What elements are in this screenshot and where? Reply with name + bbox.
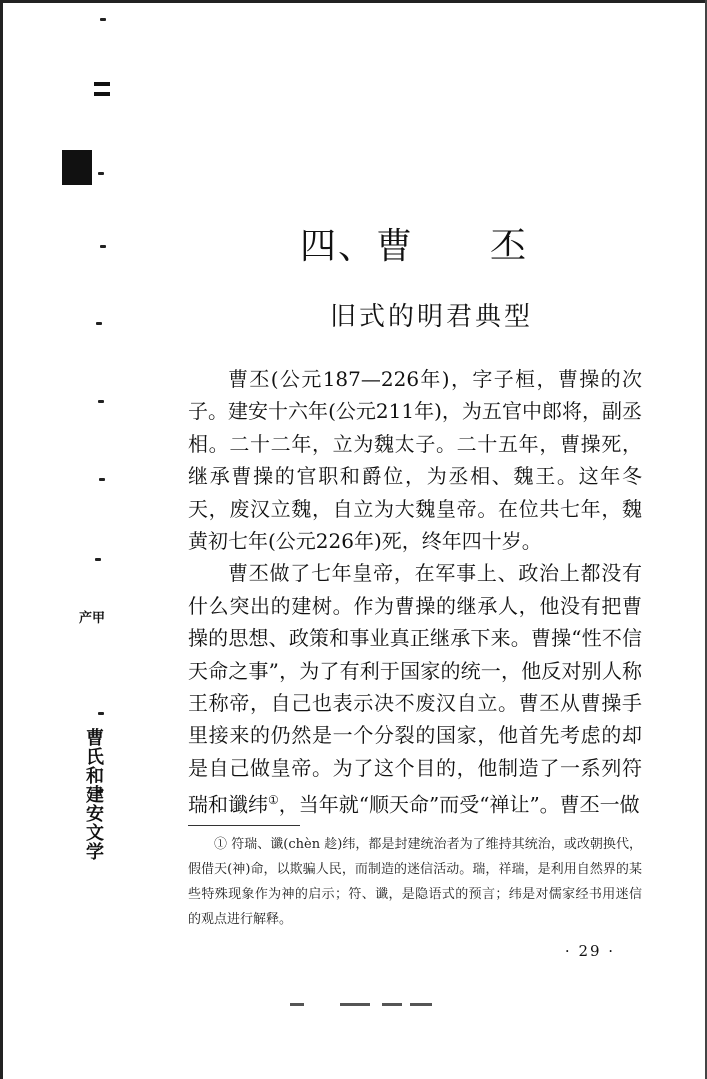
footnote-reference: ① <box>268 793 279 808</box>
margin-black-block <box>62 150 92 185</box>
margin-mark <box>98 400 104 403</box>
margin-mark <box>98 712 104 715</box>
scan-noise <box>290 1003 304 1006</box>
scan-border-top <box>0 0 707 3</box>
scan-noise <box>410 1003 432 1006</box>
margin-double-bar <box>94 82 110 86</box>
paragraph-text: 曹丕做了七年皇帝，在军事上、政治上都没有什么突出的建树。作为曹操的继承人，他没有把曹操的思想、政策和事业真正继承下来。曹操“性不信天命之事”，为了有利于国家的统一，他反对别人称王称帝，自己也表示决不废汉自立。曹丕从曹操手里接来的仍然是一个分裂的国家，他首先考虑的却是自己做皇帝。为了这个目的，他制造了一系列符瑞和谶纬 <box>188 561 642 817</box>
scan-border-left <box>0 0 3 1079</box>
footnote-divider <box>188 825 300 826</box>
margin-mark <box>98 172 104 175</box>
margin-spine-title: 曹氏和建安文学 <box>83 728 104 861</box>
scan-noise <box>340 1003 370 1006</box>
paragraph-text: ，当年就“顺天命”而受“禅让”。曹丕一做 <box>278 792 640 817</box>
body-text <box>188 363 642 821</box>
margin-mark <box>99 478 105 481</box>
footnote-text: ① 符瑞、谶(chèn 趁)纬，都是封建统治者为了维持其统治，或改朝换代，假借天(神)命，以欺骗人民，而制造的迷信活动。瑞，祥瑞，是利用自然界的某些特殊现象作为神的启示；符、谶，是隐语式的预言；纬是对儒家经书用迷信的观点进行解释。 <box>188 837 642 927</box>
margin-spine-top: 产甲 <box>78 611 105 626</box>
footnote <box>188 832 642 932</box>
margin-mark <box>96 322 102 325</box>
page-number: · 29 · <box>564 942 616 960</box>
margin-mark <box>95 558 101 561</box>
margin-mark <box>100 18 106 21</box>
paragraph: 曹丕(公元187—226年)，字子桓，曹操的次子。建安十六年(公元211年)，为五官中郎将，副丞相。二十二年，立为魏太子。二十五年，曹操死，继承曹操的官职和爵位，为丞相、魏王。这年冬天，废汉立魏，自立为大魏皇帝。在位共七年，魏黄初七年(公元226年)死，终年四十岁。 <box>188 367 642 554</box>
margin-mark <box>100 245 106 248</box>
margin-double-bar <box>94 92 110 96</box>
section-title: 旧式的明君典型 <box>330 302 534 332</box>
paragraph <box>188 557 642 821</box>
scan-noise <box>382 1003 402 1006</box>
chapter-title: 四、曹 丕 <box>300 226 529 267</box>
